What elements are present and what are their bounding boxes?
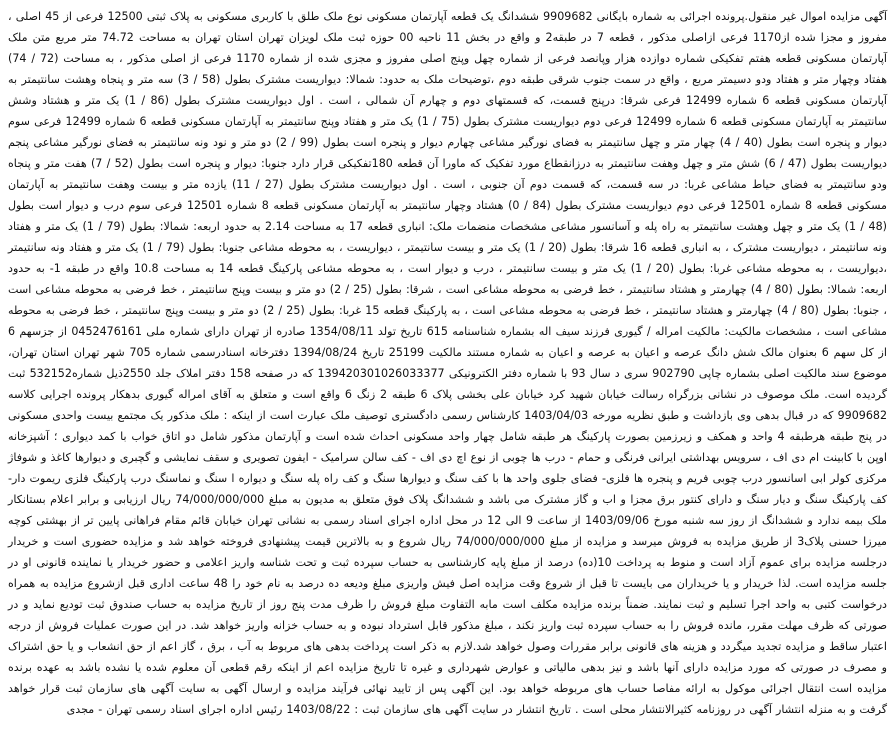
auction-notice-text: آگهی مزایده اموال غیر منقول.پرونده اجرائی به شماره بایگانی 9909682 ششدانگ یک قطعه آپارتمان مسکونی نوع ملک طلق با کاربری مسکونی به پلاک ثبتی 12500 فرعی از 45 اصلی ، مفروز و مجزا شده از1170 فرعی ازاصلی مذکور ، قطعه 7 در طبقه2 و واقع در بخش 11 ناحیه 00 حوزه ثبت ملک لویزان تهران استان تهران به مساحت 74.72 متر مربع متن ملک آپارتمان مسکونی قطعه هفتم تفکیکی شماره دوازده هزار وپانصد فرعی از شماره چهل وپنج اصلی مفروز و مجزی شده از شماره 1170 فرعی از اصلی مذکور ، به مساحت (72 / 74) هفتاد وچهار متر و هفتاد ودو دسیمتر مربع ، واقع در سمت جنوب شرقی طبقه دوم ،توضیحات ملک به حدود: شمالا: دیواریست مشترک بطول (58 / 3) سه متر و پنجاه وهشت سانتیمتر به آپارتمان مسکونی قطعه 6 شماره 12499 فرعی شرقا: درپنج قسمت، که قسمتهای دوم و چهارم آن شمالی ، است . اول دیواریست مشترک بطول (86 / 1) یک متر و هشتاد وشش سانتیمتر به آپارتمان مسکونی قطعه 6 شماره 12499 فرعی دوم دیواریست مشترک بطول (75 / 1) یک متر و هفتاد وپنج سانتیمتر به آپارتمان مسکونی قطعه 6 شماره 12499 فرعی سوم دیوار و پنجره است بطول (40 / 4) چهار متر و چهل سانتیمتر به فضای نورگیر مشاعی چهارم دیوار و پنجره است بطول (99 / 2) دو متر و نود ونه سانتیمتر به فضای نورگیر مشاعی پنجم دیواریست بطول (47 / 6) شش متر و چهل وهفت سانتیمتر به درزانقطاع مورد تفکیک که ماورا آن قطعه 180تفکیکی قرار دارد جنوبا: دیوار و پنجره است بطول (52 / 7) هفت متر و پنجاه ودو سانتیمتر به فضای حیاط مشاعی غربا: در سه قسمت، که قسمت دوم آن جنوبی ، است . اول دیواریست مشترک بطول (27 / 11) یازده متر و بیست وهفت سانتیمتر به آپارتمان مسکونی قطعه 8 شماره 12501 فرعی دوم دیواریست مشترک بطول (84 / 0) هشتاد وچهار سانتیمتر به آپارتمان مسکونی قطعه 8 شماره 12501 فرعی سوم درب و دیوار است بطول (48 / 1) یک متر و چهل وهشت سانتیمتر به راه پله و آسانسور مشاعی مشخصات منضمات ملک: انباری قطعه 17 به مساحت 2.14 به حدود اربعه: شمالا: بطول (79 / 1) یک متر و هفتاد ونه سانتیمتر ، دیواریست مشترک ، به انباری قطعه 16 شرقا: بطول (20 / 1) یک متر و بیست سانتیمتر ، دیواریست ، به محوطه مشاعی جنوبا: بطول (79 / 1) یک متر و هفتاد ونه سانتیمتر ،دیواریست ، به محوطه مشاعی غربا: بطول (20 / 1) یک متر و بیست سانتیمتر ، درب و دیوار است ، به محوطه مشاعی پارکینگ قطعه 14 به مساحت 10.8 واقع در طبقه 1- به حدود اربعه: شمالا: بطول (80 / 4) چهارمتر و هشتاد سانتیمتر ، خط فرضی به محوطه مشاعی است ، شرقا: بطول (25 / 2) دو متر و بیست وپنج سانتیمتر ، خط فرضی به محوطه مشاعی است ، جنوبا: بطول (80 / 4) چهارمتر و هشتاد سانتیمتر ، خط فرضی به محوطه مشاعی است ، به پارکینگ قطعه 15 غربا: بطول (25 / 2) دو متر و بیست وپنج سانتیمتر ، خط فرضی به محوطه مشاعی است ، مشخصات مالکیت: مالکیت امراله / گیوری فرزند سیف اله بشماره شناسنامه 615 تاریخ تولد 1354/08/11 صادره از تهران دارای شماره ملی 0452476161 از جزسهم 6 از کل سهم 6 بعنوان مالک شش دانگ عرصه و اعیان به عرصه و اعیان به شماره مستند مالکیت 25199 تاریخ 1394/08/24 دفترخانه اسنادرسمی شماره 705 شهر تهران استان تهران، موضوع سند مالکیت اصلی بشماره چاپی 902790 سری د سال 93 با شماره دفتر الکترونیکی 139420301026033377 که در صفحه 158 دفتر املاک جلد 2550ذیل شماره532152 ثبت گردیده است. ملک موصوف در نشانی بزرگراه رسالت خیابان شهید کرد خیابان علی بخشی پلاک 6 طبقه 2 زنگ 6 واقع است و متعلق به آقای امراله گیوری بدهکار پرونده اجرایی کلاسه 9909682 که در قبال بدهی وی بازداشت و طبق نظریه مورخه 1403/04/03 کارشناس رسمی دادگستری توصیف ملک عبارت است از اینکه : ملک مذکور یک مجتمع بیست واحدی مسکونی در پنج طبقه هرطبقه 4 واحد و همکف و زیرزمین بصورت پارکینگ هر طبقه شامل چهار واحد مسکونی احداث شده است و آپارتمان مذکور شامل دو اتاق خواب با کمد دیواری ؛ آشپزخانه اوپن با کابینت ام دی اف ، سرویس بهداشتی ایرانی فرنگی و حمام - درب ها چوبی از نوع اچ دی اف - کف سالن سرامیک - ایفون تصویری و سقف نمایشی و گچبری و دیوارها کاغذ و شوفاژ مرکزی کولر ابی اسانسور درب چوبی فریم و پنجره ها فلزی- فضای جلوی واحد ها با کف سنگ و دیوارها سنگ و کف راه پله سنگ و دیواره ا سنگ و نماسنگ درب پارکینگ فلزی ریموت دار- کف پارکینگ سنگ و دیار سنگ و دارای کنتور برق مجزا و اب و گاز مشترک می باشد و ششدانگ پلاک فوق متعلق به مدیون به مبلغ 74/000/000/000 ریال ارزیابی و برابر اعلام بستانکار ملک بیمه ندارد و ششدانگ از روز سه شنبه مورخ 1403/09/06 از ساعت 9 الی 12 در محل اداره اجرای اسناد رسمی به نشانی تهران خیابان قائم مقام فراهانی پایین تر از بهشتی کوچه میرزا حسنی پلاک3 از طریق مزایده به فروش میرسد و مزایده از مبلغ 74/000/000/000 ریال شروع و به بالاترین قیمت پیشنهادی فروخته خواهد شد و مزایده حضوری است و خریدار درجلسه مزایده برای عموم آزاد است و منوط به پرداخت 10(ده) درصد از مبلغ پایه کارشناسی به حساب سپرده ثبت و تحت شناسه واریز اعلامی و حضور خریدار یا نماینده قانونی او در جلسه مزایده است. لذا خریدار و یا خریداران می بایست تا قبل از شروع وقت مزایده اصل فیش واریزی مبلغ ودیعه ده درصد به نام خود را 48 ساعت اداری قبل ازشروع مزایده به همراه درخواست کتبی به واحد اجرا تسلیم و ثبت نمایند. ضمناً برنده مزایده مکلف است مابه التفاوت مبلغ فروش را ظرف مدت پنج روز از تاریخ مزایده به حساب صندوق ثبت تودیع نماید و در صورتی که ظرف مهلت مقرر، مانده فروش را به حساب سپرده ثبت واریز نکند ، مبلغ مذکور قابل استرداد نبوده و به حساب خزانه واریز خواهد شد. در این صورت عملیات فروش از درجه اعتبار ساقط و مزایده تجدید میگردد و هزینه های قانونی برابر مقررات وصول خواهد شد.لازم به ذکر است پرداخت بدهی های مربوط به آب ، برق ، گاز اعم از حق انشعاب و یا حق اشتراک و مصرف در صورتی که مورد مزایده دارای آنها باشد و نیز بدهی مالیاتی و عوارض شهرداری و غیره تا تاریخ مزایده اعم از اینکه رقم قطعی آن معلوم شده یا نشده باشد به عهده برنده مزایده است انتقال اجرائی موکول به ارائه مفاصا حساب های مربوطه خواهد بود. این آگهی پس از تایید نهائی فرآیند مزایده و ارسال آگهی به سایت آگهی های سازمان ثبت قرار خواهد گرفت و به منزله انتشار آگهی در روزنامه کثیرالانتشار محلی است . تاریخ انتشار در سایت آگهی های سازمان ثبت : 1403/08/22 رئیس اداره اجرای اسناد رسمی تهران - مجدی (8, 10, 888, 716)
